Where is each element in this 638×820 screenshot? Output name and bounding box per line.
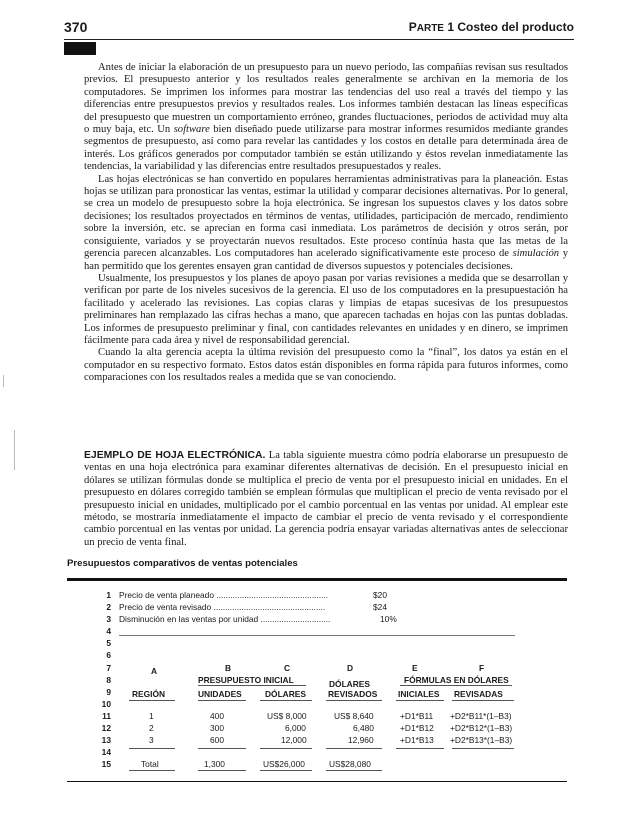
part-title-smallcaps: ARTE xyxy=(416,23,444,34)
cell-revised-dollars: 12,960 xyxy=(348,735,374,745)
body-text xyxy=(84,62,568,385)
cell-revised-dollars: US$ 8,640 xyxy=(334,711,374,721)
total-label: Total xyxy=(141,759,159,769)
header-underline xyxy=(198,700,246,701)
spreadsheet xyxy=(97,590,517,772)
param-value-planned-price: $20 xyxy=(373,590,387,600)
cell-initial-dollars: 6,000 xyxy=(285,723,306,733)
paragraph-2-emphasis: simulación xyxy=(512,248,560,260)
group-dolares: DÓLARES xyxy=(329,679,370,689)
paragraph-3: Usualmente, los presupuestos y los planes de apoyo pasan por varias revisiones a medida que se desarrollan y verifican por parte de los niveles sucesivos de la gerencia. El uso de los computadores en la presupuestación ha facilitado y acelerado las revisiones. Las copias claras y limpias de etapas sucesivas de los presupuestos preliminares han remplazado las cifras hechas a mano, que aparecen tachadas en hojas con las puntas dobladas. Los informes de presupuesto preliminar y final, con cantidades relevantes en unidades y en dinero, se imprimen fácilmente para cada área y nivel de responsabilidad gerencial. xyxy=(84,272,568,346)
paragraph-1 xyxy=(84,62,568,174)
param-label-unit-decrease: Disminución en las ventas por unidad .............................. xyxy=(119,614,331,624)
cell-region: 1 xyxy=(149,711,154,721)
total-revised-dollars: US$28,080 xyxy=(329,759,371,769)
cell-formula-initial: +D1*B11 xyxy=(400,711,434,721)
header-unidades: UNIDADES xyxy=(198,689,242,699)
table-caption: Presupuestos comparativos de ventas potenciales xyxy=(67,558,298,569)
row-number: 8 xyxy=(106,675,111,685)
row-number: 6 xyxy=(106,650,111,660)
group-presupuesto-inicial: PRESUPUESTO INICIAL xyxy=(198,675,294,685)
row-number: 14 xyxy=(101,747,111,757)
total-units: 1,300 xyxy=(204,759,225,769)
col-letter-e: E xyxy=(412,663,418,673)
total-rule xyxy=(452,748,514,749)
total-underline xyxy=(326,770,382,771)
header-underline xyxy=(326,700,382,701)
col-letter-f: F xyxy=(479,663,485,673)
total-rule xyxy=(260,748,312,749)
paragraph-2-a: Las hojas electrónicas se han convertido en populares herramientas administrativas para la planeación. Estas hojas se utilizan para pronosticar las ventas, estimar la utilidad y comparar decisiones alternativas. Por lo general, se crea un modelo de presupuesto sobre la hoja electrónica. Se ingresan los supuestos claves y los datos sobre decisiones; los resultados proyectados en términos de ventas, utilidades, participación de mercado, rendimiento sobre la inversión, etc. se aprecian en forma casi inmediata. Los parámetros de decisión y otros serán, por consiguiente, variados y se proyectarán nuevos resultados. Este proceso continúa hasta que las metas de la gerencia parecen alcanzables. Los computadores han acelerado significativamente este proceso de xyxy=(84,173,568,260)
divider xyxy=(119,635,515,636)
margin-mark xyxy=(3,375,4,387)
row-number: 12 xyxy=(101,723,111,733)
param-label-planned-price: Precio de venta planeado ................................................ xyxy=(119,590,329,600)
row-number: 13 xyxy=(101,735,111,745)
paragraph-2 xyxy=(84,174,568,273)
cell-formula-initial: +D1*B12 xyxy=(400,723,434,733)
total-underline xyxy=(198,770,246,771)
total-initial-dollars: US$26,000 xyxy=(263,759,305,769)
header-dolares: DÓLARES xyxy=(265,689,306,699)
table-top-rule xyxy=(67,578,567,581)
total-rule xyxy=(396,748,444,749)
header-rule xyxy=(64,39,574,40)
cell-formula-revised: +D2*B12*(1–B3) xyxy=(450,723,513,733)
row-number: 7 xyxy=(106,663,111,673)
total-rule xyxy=(326,748,382,749)
row-number: 9 xyxy=(106,687,111,697)
part-title xyxy=(409,20,574,34)
row-number: 5 xyxy=(106,638,111,648)
total-underline xyxy=(260,770,312,771)
paragraph-1-emphasis: software xyxy=(173,124,210,136)
col-letter-b: B xyxy=(225,663,232,673)
cell-initial-dollars: US$ 8,000 xyxy=(267,711,307,721)
paragraph-2-b: y han permitido que los gerentes ensayen gran cantidad de diversos supuestos y potenciales decisiones. xyxy=(84,248,568,272)
row-number: 1 xyxy=(106,590,111,600)
row-number: 10 xyxy=(101,699,111,709)
cell-formula-revised: +D2*B11*(1–B3) xyxy=(450,711,512,721)
group-formulas: FÓRMULAS EN DÓLARES xyxy=(404,675,509,685)
margin-mark xyxy=(14,430,15,470)
part-title-rest: 1 Costeo del producto xyxy=(443,20,574,34)
col-letter-a: A xyxy=(151,666,158,676)
header-region: REGIÓN xyxy=(132,689,166,699)
total-rule xyxy=(129,748,175,749)
group-underline xyxy=(198,685,306,686)
paragraph-4: Cuando la alta gerencia acepta la última revisión del presupuesto como la “final”, los datos ya están en el computador en su respectivo formato. Estos datos están disponibles en forma rápida para futuros informes, como comparaciones con los resultados reales a medida que se van conociendo. xyxy=(84,347,568,384)
param-value-unit-decrease: 10% xyxy=(380,614,397,624)
cell-region: 3 xyxy=(149,735,154,745)
header-underline xyxy=(396,700,444,701)
cell-units: 600 xyxy=(210,735,224,745)
paragraph-1-a: Antes de iniciar la elaboración de un presupuesto para un nuevo periodo, las compañías revisan sus resultados previos. El presupuesto anterior y los resultados reales generalmente se archivan en la memoria de los computadores. Se imprimen los informes para mostrar las tendencias del uso real a través del tiempo y las diferencias entre presupuestos previos y resultados reales. Los informes también destacan las líneas específicas del presupuesto que muestren un comportamiento erróneo, grandes fluctuaciones, periodos de actividad muy alta o muy baja, etc. Un xyxy=(84,62,568,136)
total-underline xyxy=(129,770,175,771)
header-underline xyxy=(452,700,514,701)
cell-initial-dollars: 12,000 xyxy=(281,735,307,745)
total-rule xyxy=(198,748,246,749)
group-underline xyxy=(400,685,512,686)
example-section xyxy=(84,450,568,549)
header-tab-block xyxy=(64,42,96,55)
row-number: 3 xyxy=(106,614,111,624)
cell-units: 400 xyxy=(210,711,224,721)
row-number: 2 xyxy=(106,602,111,612)
example-title: EJEMPLO DE HOJA ELECTRÓNICA. xyxy=(84,450,266,461)
cell-revised-dollars: 6,480 xyxy=(353,723,374,733)
col-letter-c: C xyxy=(284,663,291,673)
cell-units: 300 xyxy=(210,723,224,733)
param-label-revised-price: Precio de venta revisado ................................................ xyxy=(119,602,326,612)
cell-region: 2 xyxy=(149,723,154,733)
row-number: 15 xyxy=(101,759,111,769)
table-bottom-rule xyxy=(67,781,567,782)
row-number: 11 xyxy=(102,711,111,721)
header-underline xyxy=(260,700,312,701)
example-paragraph xyxy=(84,450,568,549)
example-text: La tabla siguiente muestra cómo podría elaborarse un presupuesto de ventas en una hoja electrónica para examinar diferentes alternativas de decisión. En el presupuesto inicial en dólares se utilizan fórmulas donde se multiplica el precio de venta por el presupuesto inicial en unidades. En el presupuesto en dólares corregido también se emplean fórmulas que multiplican el precio de venta revisado por el presupuesto inicial en unidades, multiplicado por el cambio porcentual en las ventas por unidad. Al emplear este método, se mostraría inmediatamente el impacto de cambiar el precio de venta revisado y el correspondiente cambio porcentual en las ventas por unidad. La gerencia podría ensayar variadas alternativas antes de seleccionar un precio de venta final. xyxy=(84,450,568,548)
header-revisados: REVISADOS xyxy=(328,689,378,699)
header-revisadas: REVISADAS xyxy=(454,689,503,699)
header-underline xyxy=(129,700,175,701)
page-number: 370 xyxy=(64,19,88,35)
paragraph-1-b: bien diseñado puede utilizarse para mostrar informes resumidos mediante grandes segmentos de presupuesto, así como para revelar las cantidades y los costos en detalle para determinada área de interés. Los gráficos generados por computador también se están utilizando y éstos revelan inmediatamente las tendencias, la variabilidad y las diferencias entre resultados presupuestados y reales. xyxy=(84,124,569,173)
col-letter-d: D xyxy=(347,663,354,673)
header-iniciales: INICIALES xyxy=(398,689,440,699)
cell-formula-revised: +D2*B13*(1–B3) xyxy=(450,735,513,745)
cell-formula-initial: +D1*B13 xyxy=(400,735,434,745)
param-value-revised-price: $24 xyxy=(373,602,387,612)
page-header xyxy=(64,17,574,39)
part-title-initial: P xyxy=(408,20,417,34)
row-number: 4 xyxy=(106,626,111,636)
